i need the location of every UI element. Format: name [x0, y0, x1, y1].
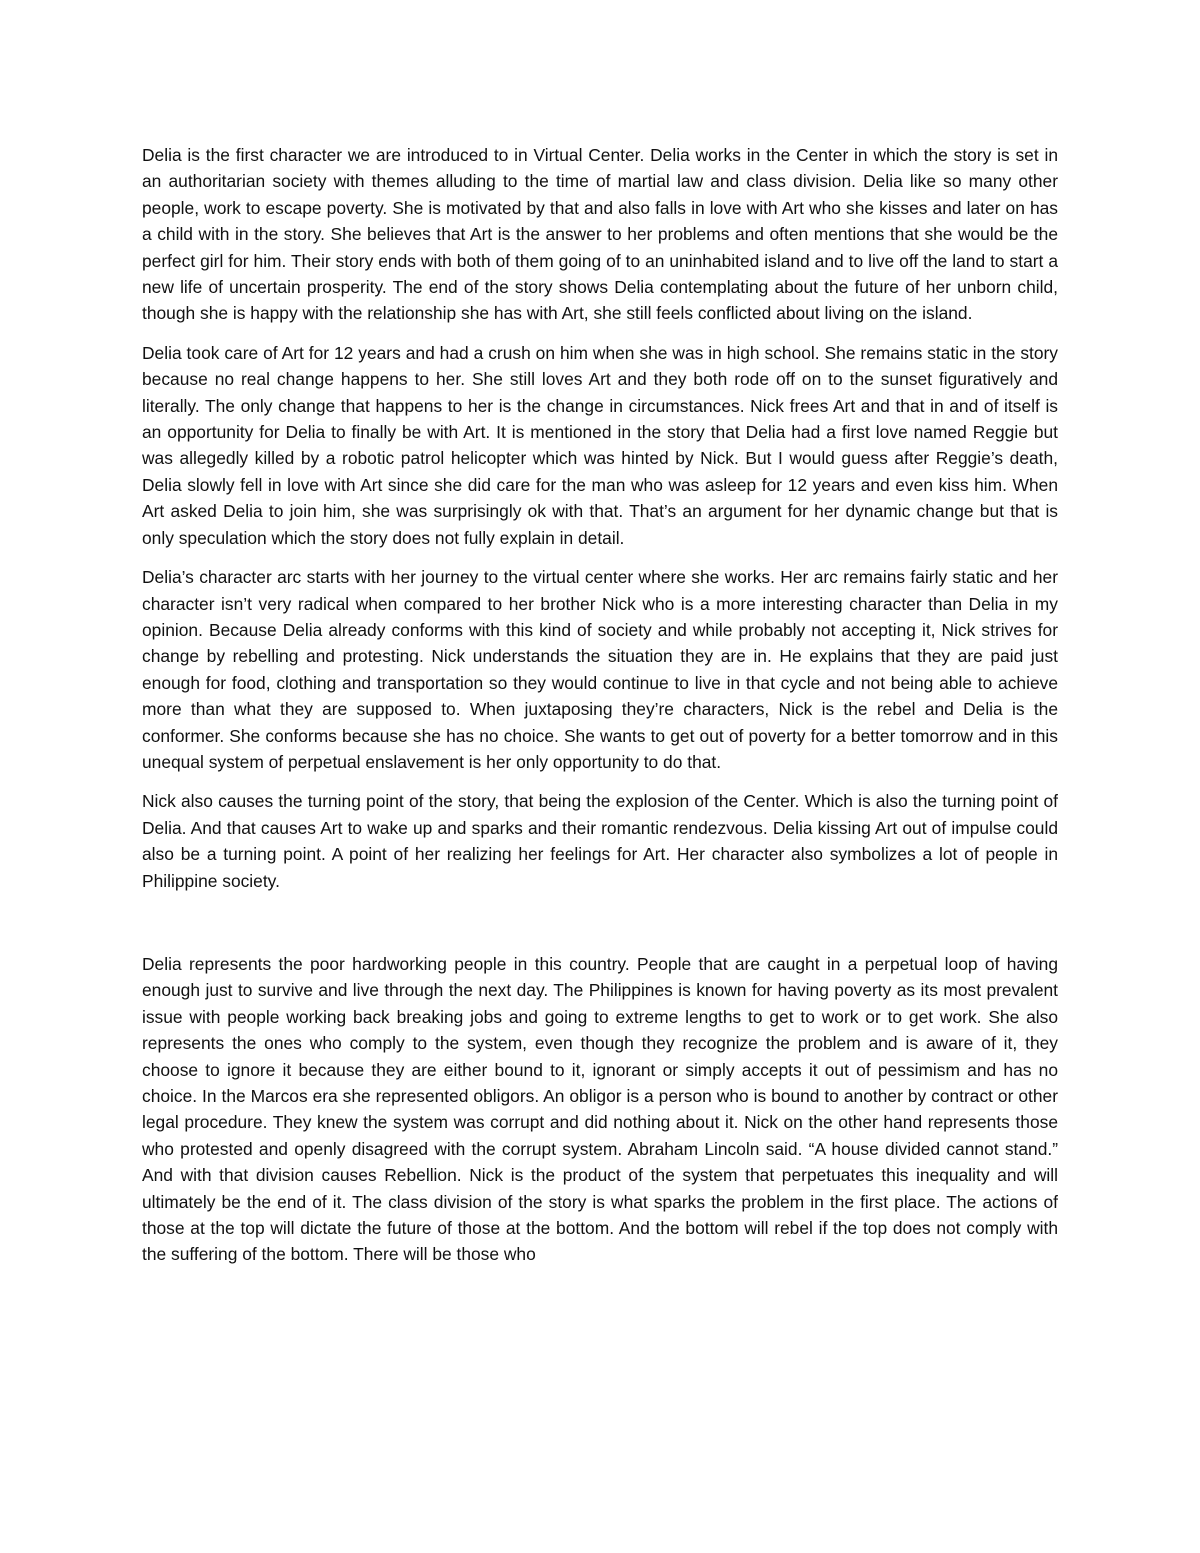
document-body: [142, 142, 1058, 1268]
paragraph-character-arc: Delia’s character arc starts with her journey to the virtual center where she works. Her arc remains fairly static and her character isn’t very radical when compared to her brother Nick who is a more interesting character than Delia in my opinion. Because Delia already conforms with this kind of society and while probably not accepting it, Nick strives for change by rebelling and protesting. Nick understands the situation they are in. He explains that they are paid just enough for food, clothing and transportation so they would continue to live in that cycle and not being able to achieve more than what they are supposed to. When juxtaposing they’re characters, Nick is the rebel and Delia is the conformer. She conforms because she has no choice. She wants to get out of poverty for a better tomorrow and in this unequal system of perpetual enslavement is her only opportunity to do that.: [142, 567, 1058, 772]
paragraph-delia-represents: Delia represents the poor hardworking people in this country. People that are caught in a perpetual loop of having enough just to survive and live through the next day. The Philippines is known for having poverty as its most prevalent issue with people working back breaking jobs and going to extreme lengths to get to work or to get work. She also represents the ones who comply to the system, even though they recognize the problem and is aware of it, they choose to ignore it because they are either bound to it, ignorant or simply accepts it out of pessimism and has no choice. In the Marcos era she represented obligors. An obligor is a person who is bound to another by contract or other legal procedure. They knew the system was corrupt and did nothing about it. Nick on the other hand represents those who protested and openly disagreed with the corrupt system. Abraham Lincoln said. “A house divided cannot stand.” And with that division causes Rebellion. Nick is the product of the system that perpetuates this inequality and will ultimately be the end of it. The class division of the story is what sparks the problem in the first place. The actions of those at the top will dictate the future of those at the bottom. And the bottom will rebel if the top does not comply with the suffering of the bottom. There will be those who: [142, 953, 1058, 1265]
paragraph-gap: [142, 907, 1058, 951]
paragraph-delia-static-character: Delia took care of Art for 12 years and had a crush on him when she was in high school. She remains static in the story because no real change happens to her. She still loves Art and they both rode off on to the sunset figuratively and literally. The only change that happens to her is the change in circumstances. Nick frees Art and that in and of itself is an opportunity for Delia to finally be with Art. It is mentioned in the story that Delia had a first love named Reggie but was allegedly killed by a robotic patrol helicopter which was hinted by Nick. But I would guess after Reggie’s death, Delia slowly fell in love with Art since she did care for the man who was asleep for 12 years and even kiss him. When Art asked Delia to join him, she was surprisingly ok with that. That’s an argument for her dynamic change but that is only speculation which the story does not fully explain in detail.: [142, 342, 1058, 548]
paragraph-turning-point: Nick also causes the turning point of the story, that being the explosion of the Center. Which is also the turning point of Delia. And that causes Art to wake up and sparks and their romantic rendezvous. Delia kissing Art out of impulse could also be a turning point. A point of her realizing her feelings for Art. Her character also symbolizes a lot of people in Philippine society.: [142, 791, 1058, 891]
paragraph-delia-introduction: Delia is the first character we are introduced to in Virtual Center. Delia works in the Center in which the story is set in an authoritarian society with themes alluding to the time of martial law and class division. Delia like so many other people, work to escape poverty. She is motivated by that and also falls in love with Art who she kisses and later on has a child with in the story. She believes that Art is the answer to her problems and often mentions that she would be the perfect girl for him. Their story ends with both of them going of to an uninhabited island and to live off the land to start a new life of uncertain prosperity. The end of the story shows Delia contemplating about the future of her unborn child, though she is happy with the relationship she has with Art, she still feels conflicted about living on the island.: [142, 145, 1058, 324]
